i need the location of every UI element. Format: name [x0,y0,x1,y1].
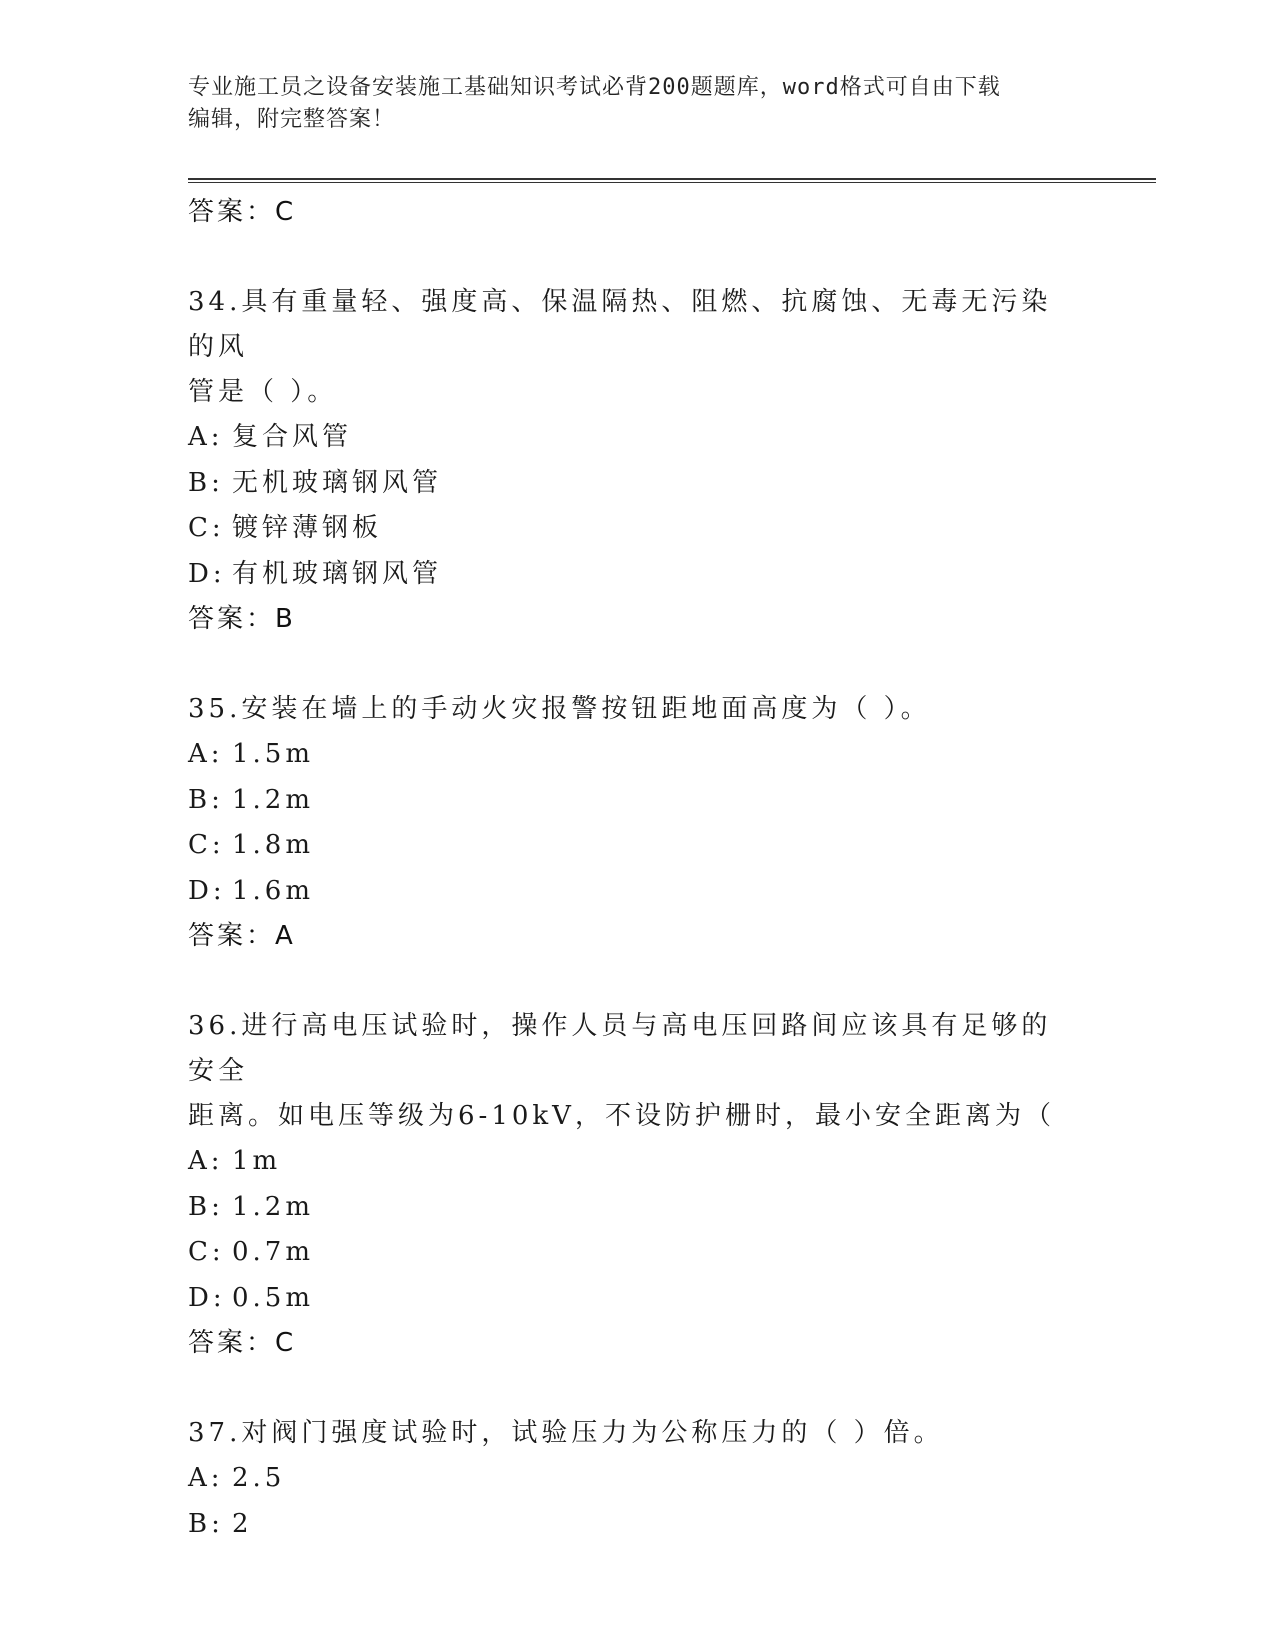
option-key: A: [188,422,224,452]
option-key: D: [188,558,226,589]
question-line: 管是（ ）。 [188,377,338,407]
option-key: D: [188,1282,226,1313]
question-list [188,190,1088,1547]
option-b [188,778,1088,824]
question-item [188,687,1088,958]
option-text: 1.8m [232,830,315,860]
header-line-2: 编辑，附完整答案！ [188,107,396,132]
option-key: D: [188,875,226,906]
question-text [188,1411,1078,1456]
option-key: A: [188,1146,224,1176]
option-text: 1.2m [232,784,315,815]
question-text [188,280,1078,415]
answer-label: 答案： [188,604,276,634]
answer-line [188,914,1088,958]
option-text: 1.5m [232,739,315,769]
option-text: 复合风管 [232,422,353,452]
answer-label: 答案： [188,921,276,951]
option-key: A: [188,739,224,769]
option-key: B: [188,1191,224,1222]
option-b [188,1502,1088,1548]
option-text: 0.5m [232,1282,315,1313]
option-key: C: [188,513,225,543]
option-a [188,415,1088,461]
option-a [188,732,1088,778]
answer-line [188,1321,1088,1365]
option-a [188,1456,1088,1502]
answer-value: C [275,1328,295,1358]
option-c [188,506,1088,552]
option-d [188,869,1088,915]
answer-value: A [275,921,294,951]
answer-value: C [275,197,295,227]
spacer [188,641,1088,687]
option-text: 1.2m [232,1191,315,1222]
option-text: 镀锌薄钢板 [232,513,383,543]
option-c [188,823,1088,869]
question-line: 36.进行高电压试验时，操作人员与高电压回路间应该具有足够的安全 [188,1011,1052,1086]
option-key: B: [188,784,224,815]
answer-value: B [275,604,294,634]
answer-label: 答案： [188,1328,276,1358]
option-text: 无机玻璃钢风管 [232,467,443,498]
option-d [188,552,1088,598]
option-key: B: [188,1508,224,1539]
question-item [188,1411,1088,1547]
question-item [188,280,1088,641]
question-text [188,1004,1078,1139]
page-header [188,72,1068,136]
option-key: A: [188,1463,224,1493]
question-line: 距离。如电压等级为6-10kV，不设防护栅时，最小安全距离为（ [188,1101,1055,1131]
spacer [188,234,1088,280]
spacer [188,958,1088,1004]
option-key: C: [188,830,225,860]
answer-label: 答案： [188,197,276,227]
question-line: 34.具有重量轻、强度高、保温隔热、阻燃、抗腐蚀、无毒无污染的风 [188,287,1052,362]
question-text [188,687,1078,732]
option-text: 2.5 [232,1463,286,1493]
option-b [188,461,1088,507]
spacer [188,1365,1088,1411]
option-text: 1m [232,1146,282,1176]
question-item [188,1004,1088,1365]
option-a [188,1139,1088,1185]
answer-line [188,190,1088,234]
option-text: 1.6m [232,875,315,906]
option-c [188,1230,1088,1276]
option-text: 有机玻璃钢风管 [232,558,443,589]
option-text: 2 [232,1508,253,1539]
question-line: 35.安装在墙上的手动火灾报警按钮距地面高度为（ ）。 [188,694,931,724]
header-divider [188,178,1156,183]
header-line-1: 专业施工员之设备安装施工基础知识考试必背200题题库，word格式可自由下载 [188,75,1001,100]
option-b [188,1185,1088,1231]
question-line: 37.对阀门强度试验时，试验压力为公称压力的（ ）倍。 [188,1418,944,1448]
option-d [188,1276,1088,1322]
option-key: C: [188,1237,225,1267]
option-text: 0.7m [232,1237,315,1267]
answer-line [188,597,1088,641]
option-key: B: [188,467,224,498]
